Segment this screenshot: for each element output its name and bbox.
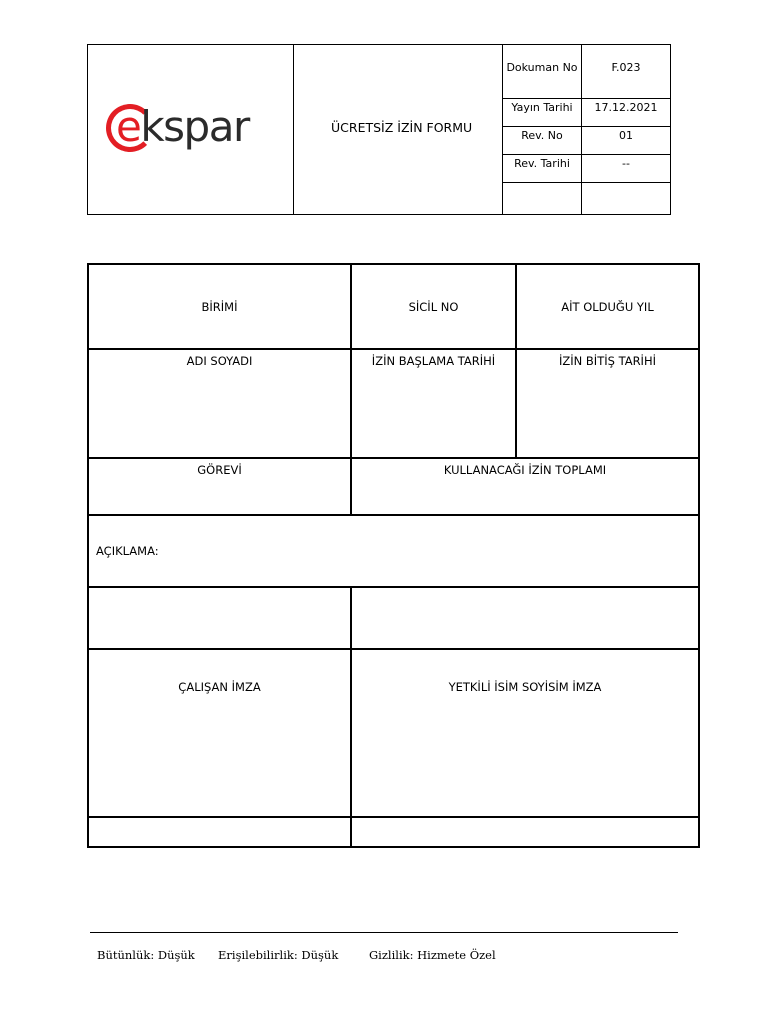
- meta-label-rev-no: Rev. No: [503, 127, 582, 155]
- bottom-cell-right[interactable]: [351, 817, 699, 847]
- footer-butunluk: Bütünlük: Düşük: [97, 948, 195, 962]
- meta-value-rev-tarihi: --: [582, 155, 671, 183]
- empty-cell-left[interactable]: [88, 587, 351, 649]
- calisan-imza-field[interactable]: ÇALIŞAN İMZA: [88, 649, 351, 817]
- footer-erisilebilirlik: Erişilebilirlik: Düşük: [218, 948, 339, 962]
- adi-soyadi-field[interactable]: ADI SOYADI: [88, 349, 351, 458]
- empty-cell-right[interactable]: [351, 587, 699, 649]
- sicil-no-field[interactable]: SİCİL NO: [351, 264, 516, 349]
- meta-value-rev-no: 01: [582, 127, 671, 155]
- footer-divider: [90, 932, 678, 933]
- meta-label-rev-tarihi: Rev. Tarihi: [503, 155, 582, 183]
- gorevi-field[interactable]: GÖREVİ: [88, 458, 351, 515]
- meta-label-yayin-tarihi: Yayın Tarihi: [503, 99, 582, 127]
- aciklama-field[interactable]: AÇIKLAMA:: [88, 515, 699, 587]
- kullanacagi-izin-field[interactable]: KULLANACAĞI İZİN TOPLAMI: [351, 458, 699, 515]
- footer-gizlilik: Gizlilik: Hizmete Özel: [369, 948, 496, 962]
- logo-text: ekspar: [116, 101, 249, 151]
- izin-baslama-field[interactable]: İZİN BAŞLAMA TARİHİ: [351, 349, 516, 458]
- leave-form: [87, 263, 700, 848]
- bottom-cell-left[interactable]: [88, 817, 351, 847]
- title-cell: [294, 45, 503, 215]
- meta-value-empty: [582, 183, 671, 215]
- form-title: ÜCRETSİZ İZİN FORMU: [331, 120, 473, 135]
- document-header: [87, 44, 671, 215]
- meta-value-dokuman-no: F.023: [582, 45, 671, 99]
- meta-label-dokuman-no: Dokuman No: [503, 45, 582, 99]
- ekspar-logo: [106, 102, 286, 158]
- birimi-field[interactable]: BİRİMİ: [88, 264, 351, 349]
- meta-value-yayin-tarihi: 17.12.2021: [582, 99, 671, 127]
- logo-cell: [88, 45, 294, 215]
- meta-label-empty: [503, 183, 582, 215]
- izin-bitis-field[interactable]: İZİN BİTİŞ TARİHİ: [516, 349, 699, 458]
- ait-oldugu-yil-field[interactable]: AİT OLDUĞU YIL: [516, 264, 699, 349]
- yetkili-imza-field[interactable]: YETKİLİ İSİM SOYİSİM İMZA: [351, 649, 699, 817]
